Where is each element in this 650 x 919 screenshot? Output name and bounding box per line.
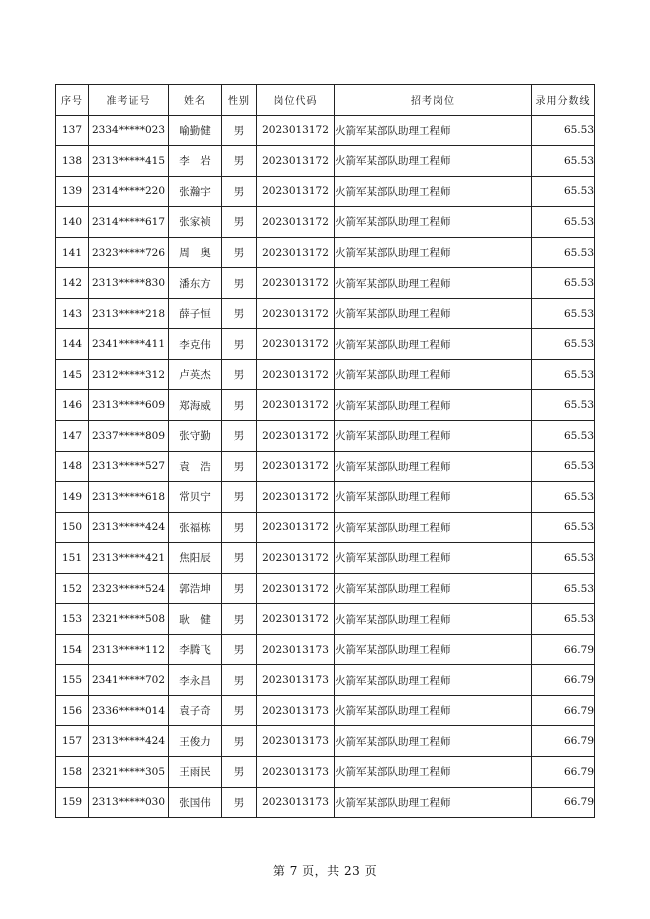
- table-header-row: [56, 85, 595, 116]
- cell-exam-id: 2313*****527: [89, 451, 169, 482]
- cell-exam-id: 2313*****830: [89, 268, 169, 299]
- cell-score: 66.79: [532, 665, 595, 696]
- cell-sex: 男: [222, 207, 257, 238]
- cell-sex: 男: [222, 726, 257, 757]
- cell-post-code: 2023013172: [257, 604, 335, 635]
- table-row: [56, 298, 595, 329]
- cell-post-code: 2023013172: [257, 573, 335, 604]
- table-row: [56, 512, 595, 543]
- cell-score: 66.79: [532, 634, 595, 665]
- table-row: [56, 665, 595, 696]
- table-row: [56, 726, 595, 757]
- cell-post: 火箭军某部队助理工程师: [335, 359, 532, 390]
- cell-score: 65.53: [532, 298, 595, 329]
- table-row: [56, 573, 595, 604]
- cell-exam-id: 2341*****702: [89, 665, 169, 696]
- cell-post: 火箭军某部队助理工程师: [335, 787, 532, 818]
- cell-score: 65.53: [532, 451, 595, 482]
- cell-post-code: 2023013172: [257, 207, 335, 238]
- cell-post: 火箭军某部队助理工程师: [335, 115, 532, 146]
- table-row: [56, 695, 595, 726]
- cell-no: 150: [56, 512, 89, 543]
- cell-post-code: 2023013172: [257, 115, 335, 146]
- table-row: [56, 207, 595, 238]
- cell-post: 火箭军某部队助理工程师: [335, 512, 532, 543]
- cell-name: 喻勤健: [169, 115, 222, 146]
- cell-exam-id: 2314*****220: [89, 176, 169, 207]
- cell-sex: 男: [222, 695, 257, 726]
- cell-no: 158: [56, 757, 89, 788]
- cell-score: 65.53: [532, 176, 595, 207]
- cell-name: 卢英杰: [169, 359, 222, 390]
- cell-post-code: 2023013173: [257, 665, 335, 696]
- cell-sex: 男: [222, 359, 257, 390]
- cell-sex: 男: [222, 573, 257, 604]
- cell-sex: 男: [222, 390, 257, 421]
- cell-sex: 男: [222, 268, 257, 299]
- cell-no: 159: [56, 787, 89, 818]
- cell-name: 李腾飞: [169, 634, 222, 665]
- cell-sex: 男: [222, 146, 257, 177]
- cell-sex: 男: [222, 176, 257, 207]
- cell-name: 薛子恒: [169, 298, 222, 329]
- cell-name: 李 岩: [169, 146, 222, 177]
- cell-sex: 男: [222, 787, 257, 818]
- cell-sex: 男: [222, 543, 257, 574]
- cell-post: 火箭军某部队助理工程师: [335, 451, 532, 482]
- cell-score: 65.53: [532, 543, 595, 574]
- cell-name: 周 奥: [169, 237, 222, 268]
- header-name: 姓名: [169, 85, 222, 116]
- cell-score: 65.53: [532, 482, 595, 513]
- cell-name: 郑海威: [169, 390, 222, 421]
- header-sex: 性别: [222, 85, 257, 116]
- cell-no: 140: [56, 207, 89, 238]
- table-row: [56, 176, 595, 207]
- cell-post: 火箭军某部队助理工程师: [335, 726, 532, 757]
- table-row: [56, 329, 595, 360]
- cell-score: 66.79: [532, 757, 595, 788]
- cell-post-code: 2023013172: [257, 176, 335, 207]
- table-row: [56, 543, 595, 574]
- header-post-code: 岗位代码: [257, 85, 335, 116]
- cell-sex: 男: [222, 298, 257, 329]
- cell-name: 张瀚宇: [169, 176, 222, 207]
- cell-exam-id: 2336*****014: [89, 695, 169, 726]
- table-row: [56, 146, 595, 177]
- cell-name: 李克伟: [169, 329, 222, 360]
- cell-sex: 男: [222, 482, 257, 513]
- table-row: [56, 359, 595, 390]
- cell-no: 138: [56, 146, 89, 177]
- cell-sex: 男: [222, 421, 257, 452]
- cell-score: 66.79: [532, 695, 595, 726]
- cell-score: 65.53: [532, 115, 595, 146]
- roster-table: [55, 84, 595, 818]
- cell-sex: 男: [222, 512, 257, 543]
- cell-post: 火箭军某部队助理工程师: [335, 757, 532, 788]
- cell-exam-id: 2334*****023: [89, 115, 169, 146]
- cell-post: 火箭军某部队助理工程师: [335, 665, 532, 696]
- cell-post-code: 2023013173: [257, 726, 335, 757]
- cell-name: 袁子奇: [169, 695, 222, 726]
- table-row: [56, 268, 595, 299]
- cell-sex: 男: [222, 604, 257, 635]
- cell-exam-id: 2321*****508: [89, 604, 169, 635]
- table-row: [56, 421, 595, 452]
- cell-post: 火箭军某部队助理工程师: [335, 390, 532, 421]
- cell-no: 148: [56, 451, 89, 482]
- cell-no: 141: [56, 237, 89, 268]
- cell-post: 火箭军某部队助理工程师: [335, 298, 532, 329]
- header-no: 序号: [56, 85, 89, 116]
- cell-post-code: 2023013173: [257, 695, 335, 726]
- cell-exam-id: 2312*****312: [89, 359, 169, 390]
- cell-sex: 男: [222, 451, 257, 482]
- cell-post: 火箭军某部队助理工程师: [335, 421, 532, 452]
- table-row: [56, 451, 595, 482]
- cell-no: 147: [56, 421, 89, 452]
- cell-post: 火箭军某部队助理工程师: [335, 604, 532, 635]
- page-footer: 第 7 页，共 23 页: [272, 864, 378, 878]
- cell-score: 65.53: [532, 268, 595, 299]
- cell-name: 张福栋: [169, 512, 222, 543]
- cell-no: 146: [56, 390, 89, 421]
- cell-exam-id: 2313*****415: [89, 146, 169, 177]
- cell-post-code: 2023013172: [257, 359, 335, 390]
- cell-sex: 男: [222, 757, 257, 788]
- header-exam-id: 准考证号: [89, 85, 169, 116]
- cell-exam-id: 2323*****726: [89, 237, 169, 268]
- cell-name: 袁 浩: [169, 451, 222, 482]
- cell-score: 65.53: [532, 359, 595, 390]
- cell-exam-id: 2341*****411: [89, 329, 169, 360]
- cell-exam-id: 2321*****305: [89, 757, 169, 788]
- cell-post: 火箭军某部队助理工程师: [335, 268, 532, 299]
- cell-sex: 男: [222, 115, 257, 146]
- cell-score: 65.53: [532, 573, 595, 604]
- cell-exam-id: 2313*****609: [89, 390, 169, 421]
- cell-exam-id: 2313*****424: [89, 726, 169, 757]
- cell-name: 张守勤: [169, 421, 222, 452]
- header-score: 录用分数线: [532, 85, 595, 116]
- cell-exam-id: 2313*****424: [89, 512, 169, 543]
- cell-no: 155: [56, 665, 89, 696]
- cell-score: 65.53: [532, 237, 595, 268]
- cell-no: 143: [56, 298, 89, 329]
- cell-exam-id: 2313*****030: [89, 787, 169, 818]
- cell-score: 65.53: [532, 421, 595, 452]
- cell-name: 王俊力: [169, 726, 222, 757]
- cell-post-code: 2023013172: [257, 390, 335, 421]
- cell-post-code: 2023013172: [257, 237, 335, 268]
- cell-no: 139: [56, 176, 89, 207]
- header-post: 招考岗位: [335, 85, 532, 116]
- cell-name: 焦阳辰: [169, 543, 222, 574]
- cell-name: 潘东方: [169, 268, 222, 299]
- cell-name: 王雨民: [169, 757, 222, 788]
- cell-sex: 男: [222, 237, 257, 268]
- cell-no: 153: [56, 604, 89, 635]
- cell-exam-id: 2313*****618: [89, 482, 169, 513]
- cell-post-code: 2023013172: [257, 329, 335, 360]
- cell-post: 火箭军某部队助理工程师: [335, 176, 532, 207]
- cell-score: 65.53: [532, 604, 595, 635]
- cell-exam-id: 2323*****524: [89, 573, 169, 604]
- cell-post-code: 2023013173: [257, 787, 335, 818]
- table-row: [56, 634, 595, 665]
- cell-name: 张家祯: [169, 207, 222, 238]
- cell-exam-id: 2314*****617: [89, 207, 169, 238]
- cell-score: 66.79: [532, 787, 595, 818]
- cell-post-code: 2023013173: [257, 757, 335, 788]
- cell-no: 152: [56, 573, 89, 604]
- cell-sex: 男: [222, 634, 257, 665]
- cell-post: 火箭军某部队助理工程师: [335, 146, 532, 177]
- table-row: [56, 482, 595, 513]
- cell-score: 65.53: [532, 329, 595, 360]
- cell-post: 火箭军某部队助理工程师: [335, 207, 532, 238]
- cell-post: 火箭军某部队助理工程师: [335, 482, 532, 513]
- cell-post: 火箭军某部队助理工程师: [335, 237, 532, 268]
- cell-score: 65.53: [532, 512, 595, 543]
- cell-sex: 男: [222, 665, 257, 696]
- cell-no: 144: [56, 329, 89, 360]
- table-row: [56, 787, 595, 818]
- cell-exam-id: 2337*****809: [89, 421, 169, 452]
- cell-post: 火箭军某部队助理工程师: [335, 695, 532, 726]
- cell-exam-id: 2313*****218: [89, 298, 169, 329]
- cell-post-code: 2023013173: [257, 634, 335, 665]
- table-row: [56, 604, 595, 635]
- cell-post: 火箭军某部队助理工程师: [335, 634, 532, 665]
- cell-exam-id: 2313*****112: [89, 634, 169, 665]
- cell-no: 156: [56, 695, 89, 726]
- table-row: [56, 757, 595, 788]
- cell-exam-id: 2313*****421: [89, 543, 169, 574]
- cell-post-code: 2023013172: [257, 543, 335, 574]
- cell-post: 火箭军某部队助理工程师: [335, 329, 532, 360]
- cell-no: 142: [56, 268, 89, 299]
- cell-post-code: 2023013172: [257, 146, 335, 177]
- cell-no: 154: [56, 634, 89, 665]
- cell-sex: 男: [222, 329, 257, 360]
- cell-post-code: 2023013172: [257, 421, 335, 452]
- cell-post-code: 2023013172: [257, 268, 335, 299]
- cell-no: 151: [56, 543, 89, 574]
- cell-score: 66.79: [532, 726, 595, 757]
- table-row: [56, 237, 595, 268]
- cell-score: 65.53: [532, 390, 595, 421]
- cell-no: 137: [56, 115, 89, 146]
- cell-post-code: 2023013172: [257, 451, 335, 482]
- cell-name: 张国伟: [169, 787, 222, 818]
- table-body: [56, 115, 595, 818]
- cell-post-code: 2023013172: [257, 298, 335, 329]
- table-row: [56, 115, 595, 146]
- cell-no: 157: [56, 726, 89, 757]
- cell-score: 65.53: [532, 207, 595, 238]
- cell-name: 郭浩坤: [169, 573, 222, 604]
- cell-post-code: 2023013172: [257, 512, 335, 543]
- table-row: [56, 390, 595, 421]
- cell-no: 145: [56, 359, 89, 390]
- cell-name: 李永昌: [169, 665, 222, 696]
- cell-score: 65.53: [532, 146, 595, 177]
- cell-post: 火箭军某部队助理工程师: [335, 543, 532, 574]
- cell-name: 耿 健: [169, 604, 222, 635]
- cell-post: 火箭军某部队助理工程师: [335, 573, 532, 604]
- cell-no: 149: [56, 482, 89, 513]
- cell-post-code: 2023013172: [257, 482, 335, 513]
- cell-name: 常贝宁: [169, 482, 222, 513]
